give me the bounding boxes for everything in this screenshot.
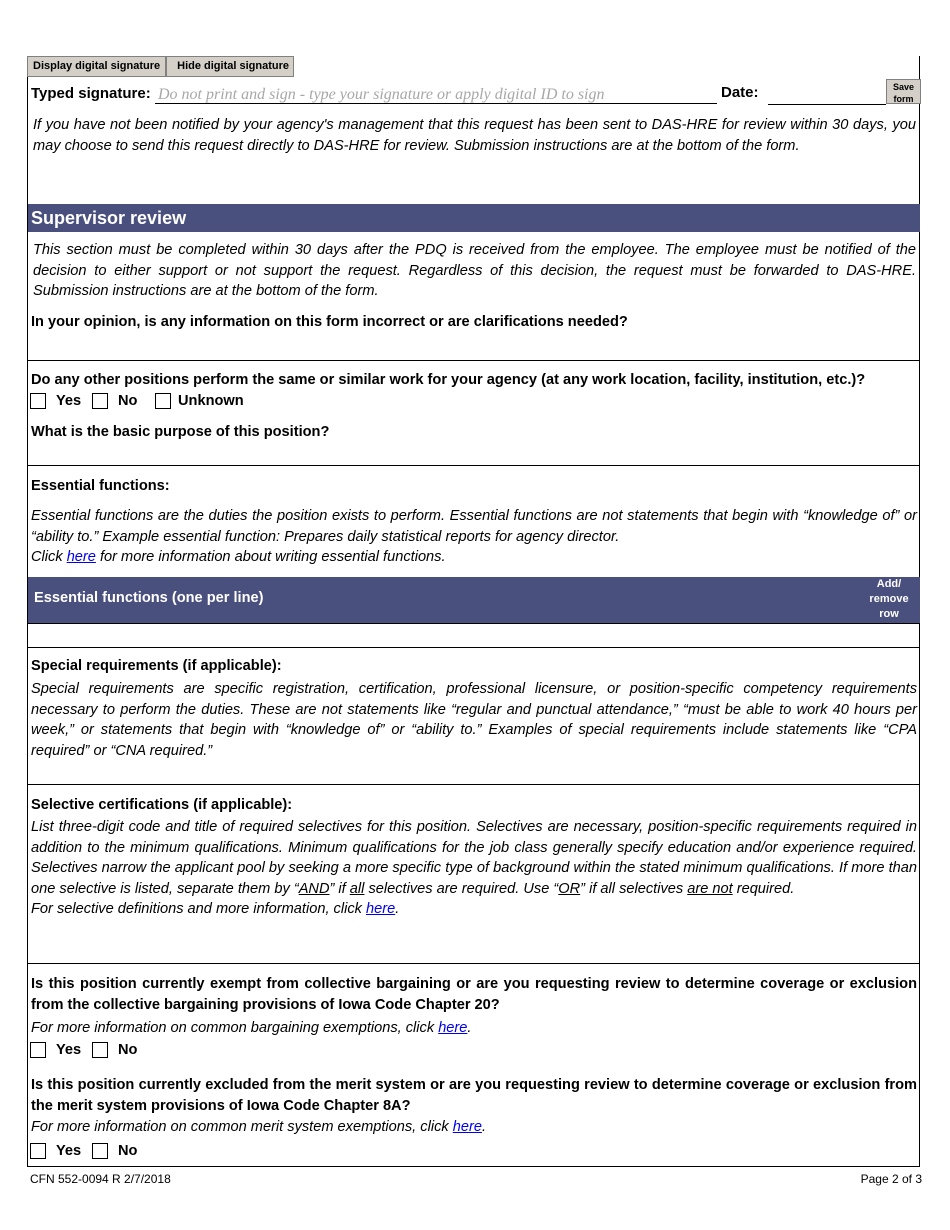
question-merit-system: Is this position currently excluded from the merit system or are you requesting review to determine coverage or exclusion from the merit system provisions of Iowa Code Chapter 8A? <box>31 1077 917 1114</box>
other-positions-yes-checkbox[interactable] <box>30 393 46 409</box>
essential-functions-description <box>31 506 917 568</box>
question-other-positions: Do any other positions perform the same or similar work for your agency (at any work location, facility, institution, etc.)? <box>31 372 866 388</box>
sc-or: OR <box>558 880 581 897</box>
essential-functions-more-text: for more information about writing essential functions. <box>99 549 446 565</box>
merit-more-text: For more information on common merit system exemptions, click <box>31 1119 449 1135</box>
bargaining-no-option[interactable] <box>92 1042 137 1058</box>
add-remove-row-button[interactable] <box>864 577 914 622</box>
hide-digital-signature-button[interactable]: Hide digital signature <box>166 56 294 77</box>
selective-certifications-heading: Selective certifications (if applicable): <box>31 797 293 813</box>
merit-no-label: No <box>118 1143 138 1159</box>
merit-exemptions-here-link[interactable]: here <box>452 1119 482 1135</box>
other-positions-yes-label: Yes <box>56 393 82 409</box>
cb-more-text: For more information on common bargaining exemptions, click <box>31 1020 435 1036</box>
bargaining-yes-option[interactable] <box>30 1042 81 1058</box>
bargaining-yes-label: Yes <box>56 1042 82 1058</box>
supervisor-review-header: Supervisor review <box>28 204 920 232</box>
supervisor-intro: This section must be completed within 30 days after the PDQ is received from the employee. The employee must be notified of the decision to either support or not support the request. Regardless of this decision, the request must be forwarded to DAS-HRE. Submission instructions are at the bottom of the form. <box>33 242 916 299</box>
question-basic-purpose: What is the basic purpose of this position? <box>31 424 330 440</box>
merit-yes-label: Yes <box>56 1143 82 1159</box>
sc-are-not: are not <box>687 880 733 897</box>
special-requirements-heading: Special requirements (if applicable): <box>31 658 282 674</box>
save-form-button-line1: Save <box>892 82 915 92</box>
essential-function-row-input[interactable] <box>28 623 920 648</box>
other-positions-yes-option[interactable] <box>30 393 81 409</box>
add-remove-row-line3: row <box>879 608 899 620</box>
save-form-button[interactable] <box>886 79 921 104</box>
essential-functions-table-title: Essential functions (one per line) <box>34 590 264 606</box>
sc-text-3: selectives are required. Use “ <box>368 880 559 897</box>
collective-bargaining-more-info: For more information on common bargaining exemptions, click here. <box>31 1020 472 1036</box>
selective-certifications-description: List three-digit code and title of required selectives for this position. Selectives are necessary, position-specific requirements required in addition to the minimum qualifications. Minimum qualifications for the job class generally specify education and/or experience required. Selectives narrow the applicant pool by seeking a more specific type of background within the stated minimum qualifications. If more than one selective is listed, separate them by “AND” if all selectives are required. Use “OR” if all selectives are not required. For selective definitions and more information, click here. <box>31 819 917 917</box>
sc-text-4: ” if all selectives <box>580 880 684 897</box>
sc-text-2: ” if <box>329 880 346 897</box>
sc-and: AND <box>298 880 330 897</box>
question-collective-bargaining: Is this position currently exempt from collective bargaining or are you requesting review to determine coverage or exclusion from the collective bargaining provisions of Iowa Code Chapter 20? <box>31 976 917 1013</box>
essential-functions-heading: Essential functions: <box>31 478 170 494</box>
bargaining-yes-checkbox[interactable] <box>30 1042 46 1058</box>
essential-functions-click-text: Click <box>31 549 63 565</box>
answer-line-basic-purpose[interactable] <box>28 465 920 466</box>
selective-definitions-here-link[interactable]: here <box>366 901 396 917</box>
answer-line-incorrect-info[interactable] <box>28 360 920 361</box>
signature-buttons <box>27 56 294 77</box>
add-remove-row-line2: remove <box>869 593 909 605</box>
page-number: Page 2 of 3 <box>860 1172 922 1186</box>
sc-text-5: required. <box>736 880 795 897</box>
question-incorrect-info: In your opinion, is any information on this form incorrect or are clarifications needed? <box>31 314 628 330</box>
bargaining-exemptions-here-link[interactable]: here <box>438 1020 468 1036</box>
merit-no-option[interactable] <box>92 1143 137 1159</box>
special-requirements-description: Special requirements are specific registration, certification, professional licensure, or position-specific competency requirements necessary to perform the duties. These are not statements like “regular and punctual attendance,” “must be able to work 40 hours per week,” or statements that begin with “knowledge of” or “ability to.” Examples of special requirements include statements like “CPA required” or “CNA required.” <box>31 681 917 759</box>
das-hre-notice: If you have not been notified by your agency's management that this request has been sent to DAS-HRE for review within 30 days, you may choose to send this request directly to DAS-HRE for review. Submission instructions are at the bottom of the form. <box>33 117 916 154</box>
other-positions-no-label: No <box>118 393 138 409</box>
sc-more-text: For selective definitions and more information, click <box>31 901 362 917</box>
merit-no-checkbox[interactable] <box>92 1143 108 1159</box>
typed-signature-label: Typed signature: <box>31 85 151 102</box>
bargaining-no-label: No <box>118 1042 138 1058</box>
merit-system-more-info: For more information on common merit system exemptions, click here. <box>31 1119 487 1135</box>
other-positions-no-checkbox[interactable] <box>92 393 108 409</box>
save-form-button-line2: form <box>893 94 914 104</box>
add-remove-row-line1: Add/ <box>876 578 902 590</box>
essential-functions-table-header <box>28 577 920 623</box>
essential-functions-desc-text: Essential functions are the duties the position exists to perform. Essential functions are not statements that begin with “knowledge of” or “ability to.” Example essential function: Prepares daily statistical reports for agency director. <box>31 508 917 545</box>
answer-line-selective-certifications[interactable] <box>28 963 920 964</box>
date-input[interactable] <box>768 84 886 105</box>
other-positions-no-option[interactable] <box>92 393 137 409</box>
other-positions-unknown-option[interactable] <box>155 393 244 409</box>
typed-signature-input[interactable]: Do not print and sign - type your signature or apply digital ID to sign <box>155 84 717 104</box>
essential-functions-here-link[interactable]: here <box>66 549 96 565</box>
other-positions-unknown-label: Unknown <box>178 393 244 409</box>
merit-yes-option[interactable] <box>30 1143 81 1159</box>
answer-line-special-requirements[interactable] <box>28 784 920 785</box>
form-id-footer: CFN 552-0094 R 2/7/2018 <box>30 1172 171 1186</box>
sc-text-1: List three-digit code and title of required selectives for this position. Selectives are necessary, position-specific requirements required in addition to the minimum qualifications. Minimum qualifications for the job class generally specify education and/or experience required. Selectives narrow the applicant pool by seeking a more specific type of background within the stated minimum qualifications. If more than one selective is listed, separate them by “ <box>31 819 917 897</box>
bargaining-no-checkbox[interactable] <box>92 1042 108 1058</box>
merit-yes-checkbox[interactable] <box>30 1143 46 1159</box>
display-digital-signature-button[interactable]: Display digital signature <box>27 56 166 77</box>
other-positions-unknown-checkbox[interactable] <box>155 393 171 409</box>
date-label: Date: <box>721 84 759 101</box>
sc-all: all <box>349 880 365 897</box>
